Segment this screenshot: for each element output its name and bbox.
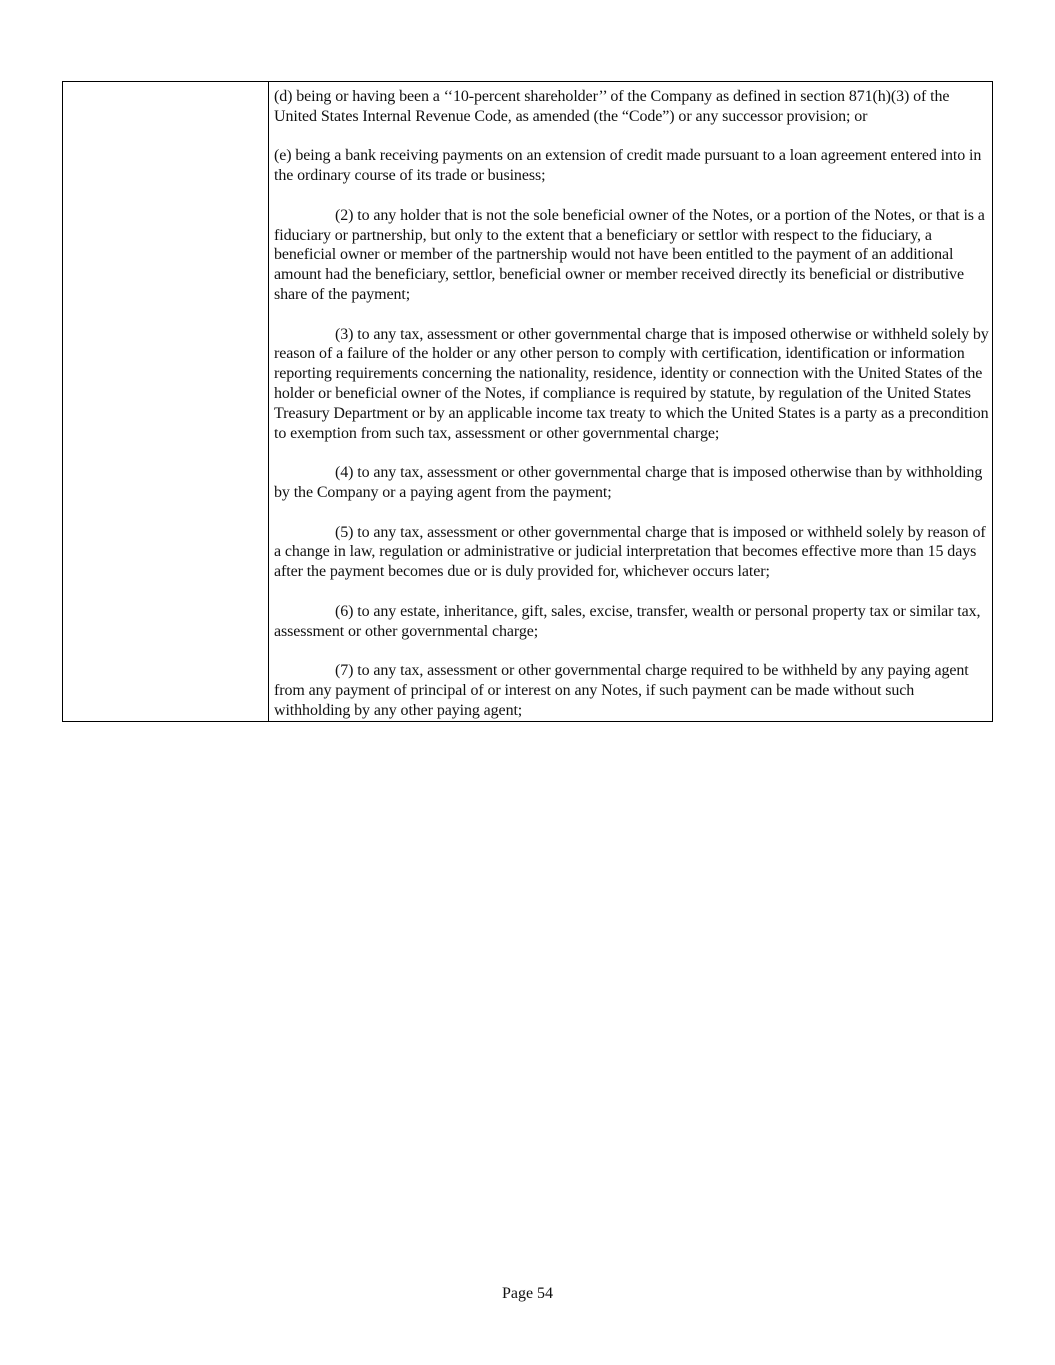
left-empty-cell: [63, 82, 269, 722]
paragraph-7-paying-agent-withholding: (7) to any tax, assessment or other governmental charge required to be withheld by any paying agent from any payment of principal of or interest on any Notes, if such payment can be made without such withholding by any other paying agent;: [274, 662, 969, 719]
right-text-cell: [269, 82, 993, 722]
page-number: Page 54: [501, 1285, 554, 1302]
provisions-table: [62, 81, 993, 722]
paragraph-5-change-in-law: (5) to any tax, assessment or other governmental charge that is imposed or withheld solely by reason of a change in law, regulation or administrative or judicial interpretation that becomes effective more than 15 days after the payment becomes due or is duly provided for, whichever occurs later;: [274, 523, 986, 581]
paragraph-4-imposed-otherwise: (4) to any tax, assessment or other governmental charge that is imposed otherwise than by withholding by the Company or a paying agent from the payment;: [274, 464, 983, 501]
paragraph-e-bank-receiving-payments: (e) being a bank receiving payments on an extension of credit made pursuant to a loan agreement entered into in the ordinary course of its trade or business;: [274, 147, 982, 185]
paragraph-d-ten-percent-shareholder: (d) being or having been a ‘‘10-percent shareholder’’ of the Company as defined in section 871(h)(3) of the United States Internal Revenue Code, as amended (the “Code”) or any successor provision; or: [274, 88, 950, 125]
paragraph-6-estate-inheritance-tax: (6) to any estate, inheritance, gift, sales, excise, transfer, wealth or personal property tax or similar tax, assessment or other governmental charge;: [274, 602, 981, 640]
paragraph-2-holder-not-sole-owner: (2) to any holder that is not the sole beneficial owner of the Notes, or a portion of the Notes, or that is a fiduciary or partnership, but only to the extent that a beneficiary or settlor with respect to the fiduciary, a beneficial owner or member of the partnership would not have been entitled to the payment of an additional amount had the beneficiary, settlor, beneficial owner or member received directly its beneficial or distributive share of the payment;: [274, 206, 985, 303]
table-row: [63, 82, 993, 722]
paragraph-3-certification-failure: (3) to any tax, assessment or other governmental charge that is imposed otherwise or withheld solely by reason of a failure of the holder or any other person to comply with certification, identification or information reporting requirements concerning the nationality, residence, identity or connection with the United States of the holder or beneficial owner of the Notes, if compliance is required by statute, by regulation of the United States Treasury Department or by an applicable income tax treaty to which the United States is a party as a precondition to exemption from such tax, assessment or other governmental charge;: [274, 325, 989, 442]
